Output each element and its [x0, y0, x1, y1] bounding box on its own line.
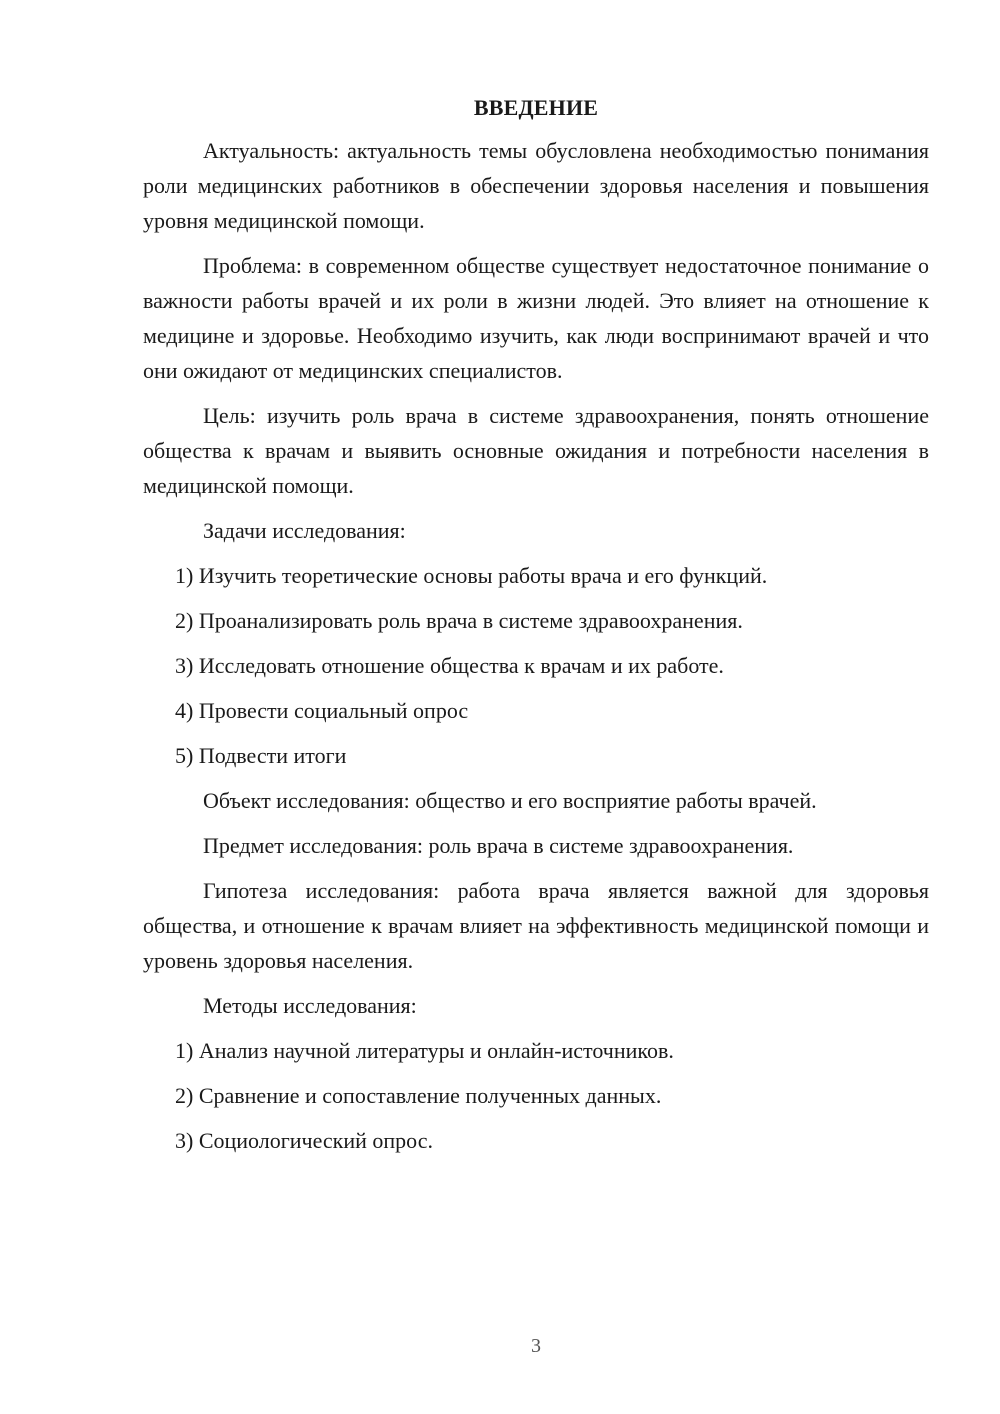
list-item: 2) Сравнение и сопоставление полученных данных. [175, 1083, 662, 1108]
relevance-paragraph: Актуальность: актуальность темы обусловлена необходимостью понимания роли медицинских работников в обеспечении здоровья населения и повышения уровня медицинской помощи. [143, 138, 929, 233]
list-item: 2) Проанализировать роль врача в системе здравоохранения. [175, 608, 743, 633]
list-item: 1) Изучить теоретические основы работы врача и его функций. [175, 563, 768, 588]
goal-paragraph: Цель: изучить роль врача в системе здравоохранения, понять отношение общества к врачам и выявить основные ожидания и потребности населения в медицинской помощи. [143, 403, 929, 498]
list-item: 3) Социологический опрос. [175, 1128, 433, 1153]
hypothesis-paragraph: Гипотеза исследования: работа врача является важной для здоровья общества, и отношение к врачам влияет на эффективность медицинской помощи и уровень здоровья населения. [143, 878, 929, 973]
list-item: 4) Провести социальный опрос [175, 698, 469, 723]
list-item: 3) Исследовать отношение общества к врачам и их работе. [175, 653, 724, 678]
tasks-list [143, 558, 929, 773]
document-body [143, 92, 929, 1168]
page-number: 3 [531, 1335, 541, 1357]
tasks-heading: Задачи исследования: [203, 518, 406, 543]
methods-list [143, 1033, 929, 1158]
object-line: Объект исследования: общество и его восприятие работы врачей. [203, 788, 817, 813]
subject-line: Предмет исследования: роль врача в системе здравоохранения. [203, 833, 794, 858]
methods-heading: Методы исследования: [203, 993, 417, 1018]
problem-paragraph: Проблема: в современном обществе существует недостаточное понимание о важности работы врачей и их роли в жизни людей. Это влияет на отношение к медицине и здоровье. Необходимо изучить, как люди воспринимают врачей и что они ожидают от медицинских специалистов. [143, 253, 929, 383]
section-title: ВВЕДЕНИЕ [473, 95, 599, 120]
list-item: 5) Подвести итоги [175, 743, 347, 768]
list-item: 1) Анализ научной литературы и онлайн-источников. [175, 1038, 674, 1063]
